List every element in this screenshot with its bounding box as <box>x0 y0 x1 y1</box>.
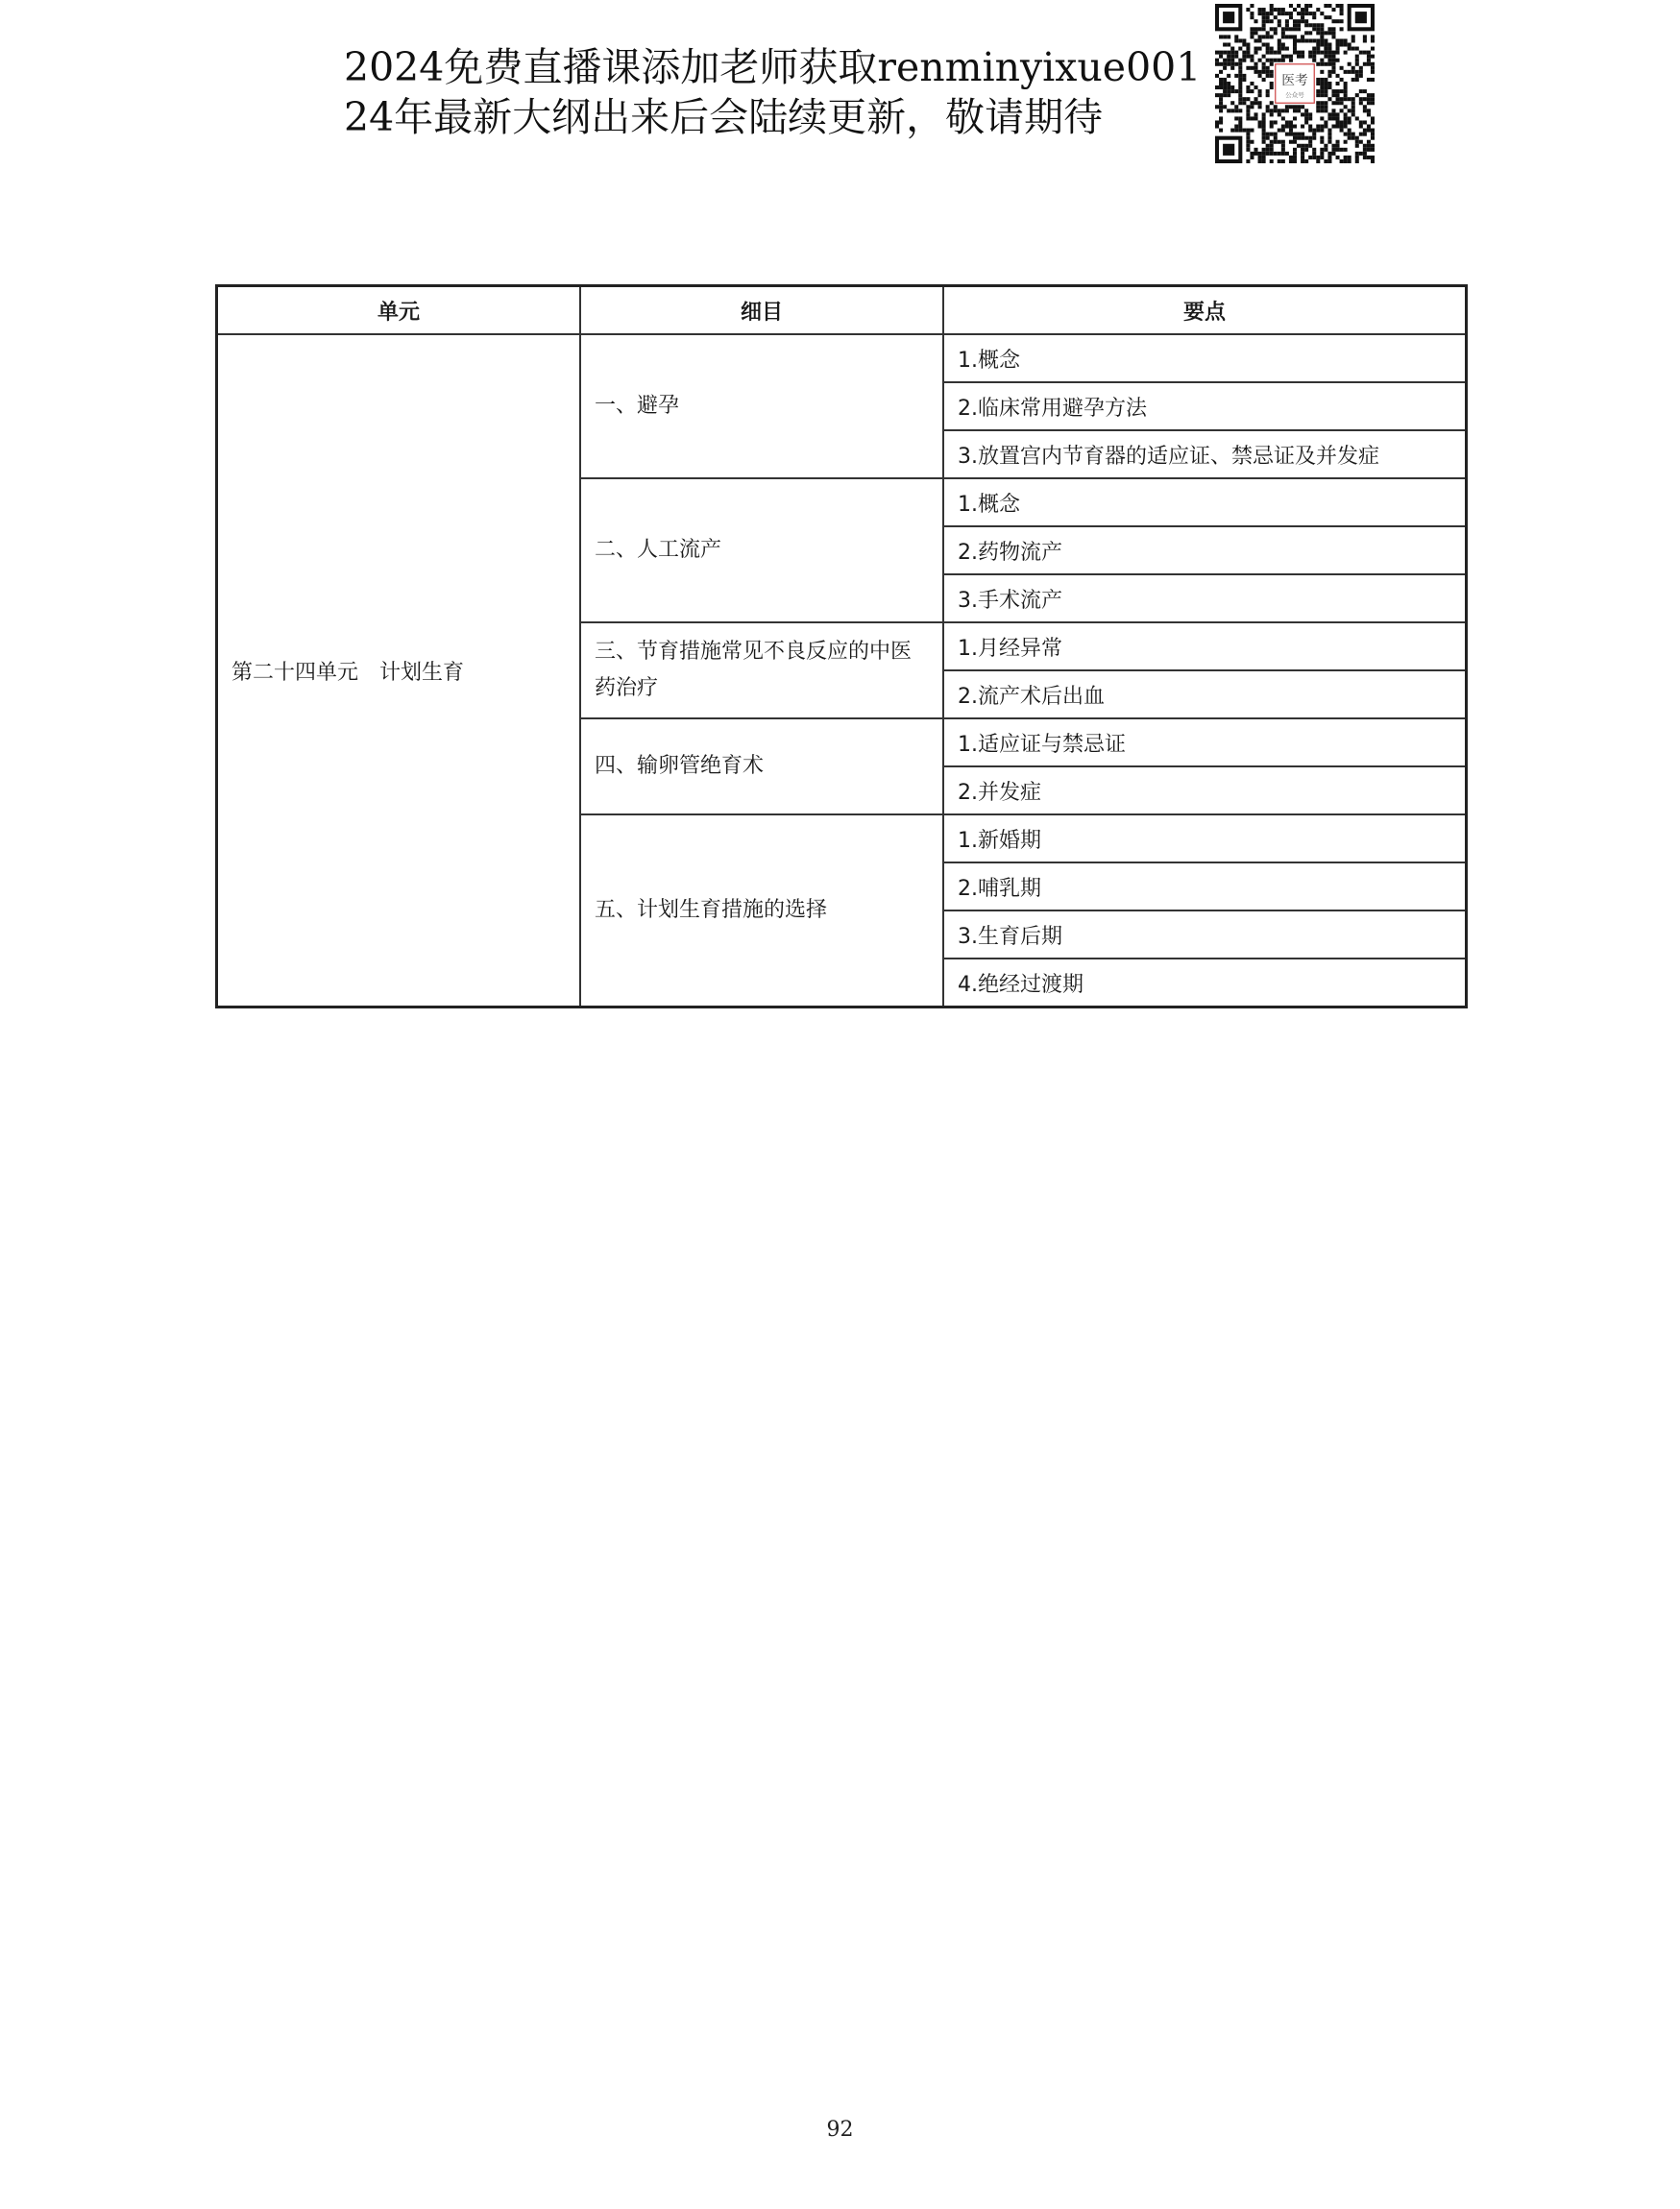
promo-line-2: 24年最新大纲出来后会陆续更新，敬请期待 <box>344 94 1104 140</box>
detail-cell: 四、输卵管绝育术 <box>580 718 943 814</box>
promo-line-1: 2024免费直播课添加老师获取renminyixue001 <box>344 44 1202 90</box>
point-cell: 4.绝经过渡期 <box>943 959 1467 1007</box>
detail-cell: 一、避孕 <box>580 334 943 478</box>
qr-code-icon[interactable] <box>1215 4 1375 163</box>
point-cell: 3.放置宫内节育器的适应证、禁忌证及并发症 <box>943 430 1467 478</box>
point-cell: 2.临床常用避孕方法 <box>943 382 1467 430</box>
header-unit: 单元 <box>217 286 581 335</box>
header-point: 要点 <box>943 286 1467 335</box>
table-row <box>217 334 1467 382</box>
header-detail: 细目 <box>580 286 943 335</box>
promo-banner <box>344 42 1201 142</box>
point-cell: 2.并发症 <box>943 766 1467 814</box>
point-cell: 1.概念 <box>943 334 1467 382</box>
qr-center-text: 医考 <box>1281 73 1308 89</box>
detail-cell: 三、节育措施常见不良反应的中医药治疗 <box>580 622 943 718</box>
point-cell: 1.概念 <box>943 478 1467 526</box>
page-number: 92 <box>826 2118 854 2142</box>
point-cell: 3.手术流产 <box>943 574 1467 622</box>
point-cell: 1.适应证与禁忌证 <box>943 718 1467 766</box>
point-cell: 2.流产术后出血 <box>943 670 1467 718</box>
qr-sub-text: 公众号 <box>1285 91 1304 100</box>
table-header-row <box>217 286 1467 335</box>
point-cell: 3.生育后期 <box>943 910 1467 959</box>
detail-cell: 五、计划生育措施的选择 <box>580 814 943 1007</box>
syllabus-table <box>215 284 1468 1008</box>
detail-cell: 二、人工流产 <box>580 478 943 622</box>
point-cell: 1.月经异常 <box>943 622 1467 670</box>
point-cell: 2.药物流产 <box>943 526 1467 574</box>
unit-cell: 第二十四单元 计划生育 <box>217 334 581 1007</box>
point-cell: 2.哺乳期 <box>943 862 1467 910</box>
point-cell: 1.新婚期 <box>943 814 1467 862</box>
